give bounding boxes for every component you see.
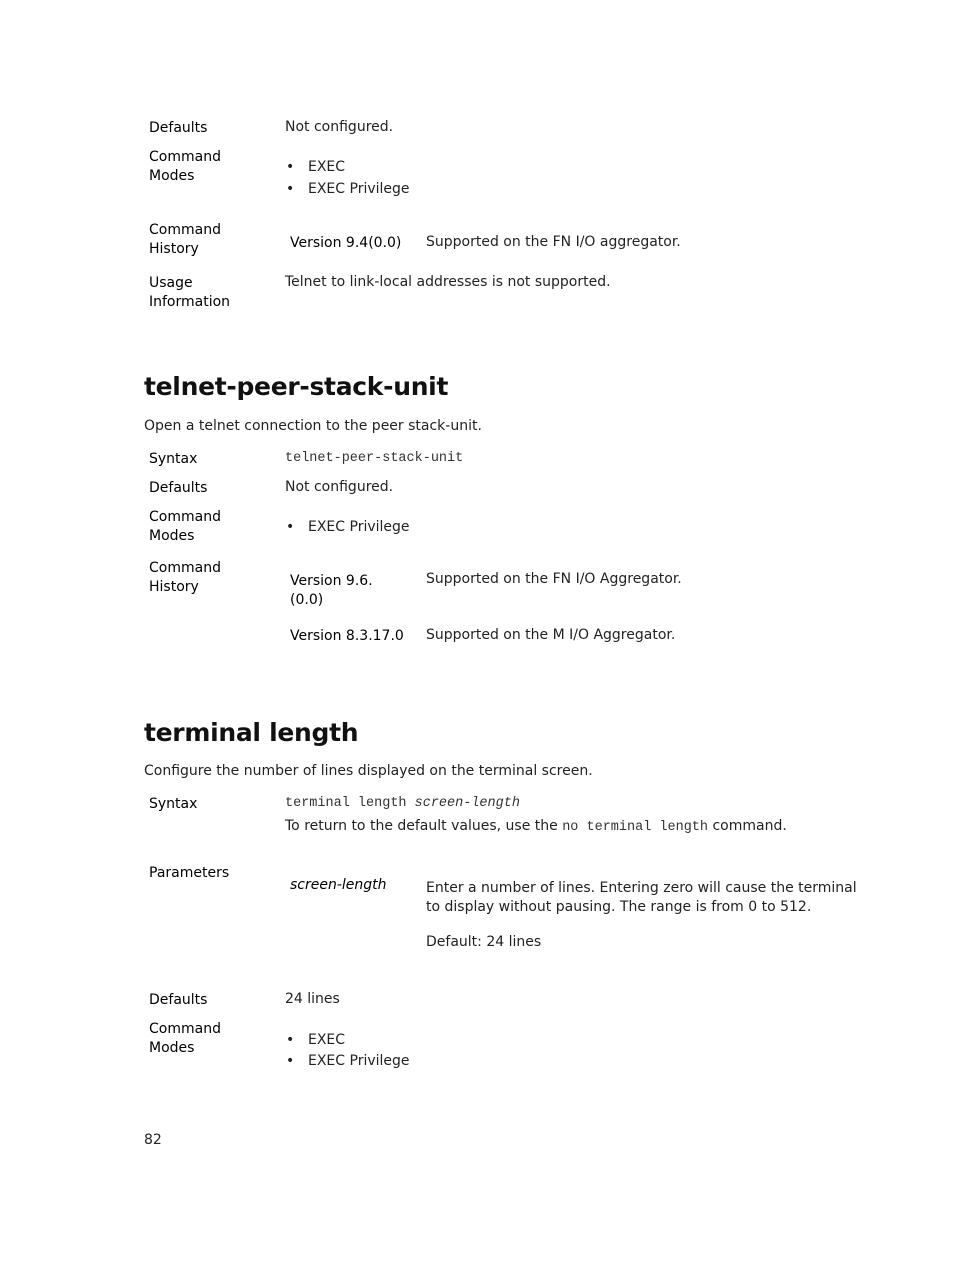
command-history-label: Command History [149,560,221,595]
section-title: telnet-peer-stack-unit [144,372,449,401]
section-description: Configure the number of lines displayed on the terminal screen. [144,763,593,779]
history-version: Version 9.4(0.0) [290,235,402,251]
defaults-label: Defaults [149,480,208,496]
defaults-label: Defaults [149,120,208,136]
history-description: Supported on the FN I/O Aggregator. [426,571,682,587]
syntax-argument: screen-length [414,796,520,811]
syntax-label: Syntax [149,796,198,812]
defaults-value: Not configured. [285,119,394,135]
syntax-value: telnet-peer-stack-unit [285,451,464,466]
defaults-label: Defaults [149,992,208,1008]
list-item: • EXEC Privilege [308,1052,410,1071]
history-version: Version 8.3.17.0 [290,628,404,644]
section-title: terminal length [144,718,359,747]
command-modes-label: Command Modes [149,1021,221,1056]
list-item: • EXEC Privilege [308,180,410,199]
return-default-text: To return to the default values, use the no terminal length command. [285,818,787,835]
section-description: Open a telnet connection to the peer stack-unit. [144,418,482,434]
history-description: Supported on the FN I/O aggregator. [426,234,681,250]
parameter-default: Default: 24 lines [426,934,542,950]
defaults-value: Not configured. [285,479,394,495]
history-version: Version 9.6. (0.0) [290,573,373,608]
syntax-value: terminal length screen-length [285,796,520,811]
defaults-value: 24 lines [285,991,340,1007]
page-number: 82 [144,1132,162,1148]
usage-information-label: Usage Information [149,275,231,310]
list-item: • EXEC [308,158,345,177]
parameter-description: Enter a number of lines. Entering zero will cause the terminal to display without pausing. The range is from 0 to 512. [426,880,857,915]
command-modes-label: Command Modes [149,149,221,184]
command-history-label: Command History [149,222,221,257]
list-item: • EXEC Privilege [308,518,410,537]
history-description: Supported on the M I/O Aggregator. [426,627,676,643]
syntax-label: Syntax [149,451,198,467]
list-item: • EXEC [308,1031,345,1050]
usage-value: Telnet to link-local addresses is not supported. [285,274,611,290]
command-modes-label: Command Modes [149,509,221,544]
parameter-name: screen-length [290,877,387,893]
inline-command: no terminal length [562,820,709,835]
parameters-label: Parameters [149,865,230,881]
